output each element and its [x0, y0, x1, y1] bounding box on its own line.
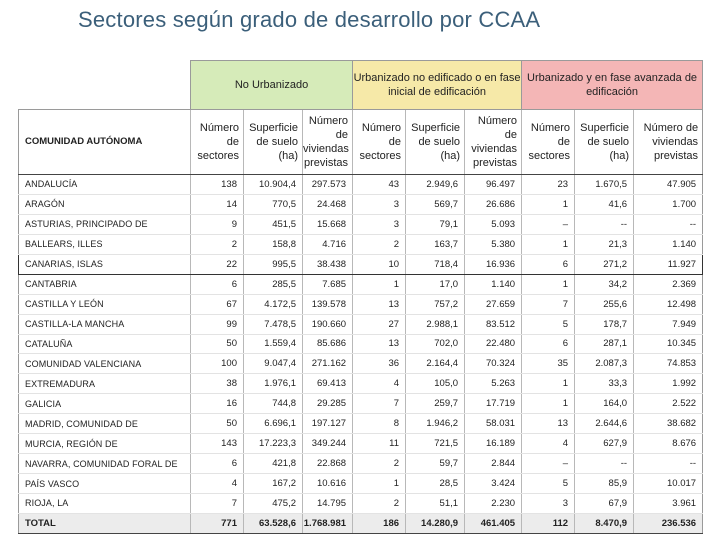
table-cell: 28,5: [406, 474, 465, 494]
column-header: Número de sectores: [522, 110, 575, 175]
table-cell: 14: [191, 194, 244, 214]
column-header: Número de sectores: [353, 110, 406, 175]
group-no-urbanizado: No Urbanizado: [191, 61, 353, 110]
table-cell: 23: [522, 175, 575, 195]
row-name-cell: CATALUÑA: [19, 334, 191, 354]
table-cell: 285,5: [244, 274, 303, 294]
table-cell: 3: [522, 494, 575, 514]
table-cell: 6.696,1: [244, 414, 303, 434]
table-row: [19, 334, 703, 354]
row-name-cell: RIOJA, LA: [19, 494, 191, 514]
table-cell: 1: [522, 194, 575, 214]
table-cell: 1: [522, 374, 575, 394]
table-cell: 143: [191, 434, 244, 454]
column-header: Número de viviendas previstas: [465, 110, 522, 175]
table-row: [19, 274, 703, 294]
table-row: [19, 175, 703, 195]
table-cell: 2.644,6: [575, 414, 634, 434]
table-cell: 1.992: [634, 374, 703, 394]
table-cell: 2: [353, 494, 406, 514]
table-cell: 11.927: [634, 254, 703, 274]
table-cell: 190.660: [303, 314, 353, 334]
total-cell: 63.528,6: [244, 513, 303, 533]
table-row: [19, 394, 703, 414]
table-cell: 9.047,4: [244, 354, 303, 374]
table-cell: 164,0: [575, 394, 634, 414]
table-cell: 744,8: [244, 394, 303, 414]
table-cell: 2: [191, 234, 244, 254]
table-row: [19, 354, 703, 374]
table-cell: 7: [191, 494, 244, 514]
table-cell: 22.868: [303, 454, 353, 474]
sectores-table: [18, 60, 703, 534]
table-cell: 99: [191, 314, 244, 334]
group-header-row: [19, 61, 703, 110]
table-cell: 7: [522, 294, 575, 314]
row-name-cell: GALICIA: [19, 394, 191, 414]
table-cell: 3.424: [465, 474, 522, 494]
table-cell: 10.017: [634, 474, 703, 494]
table-cell: 475,2: [244, 494, 303, 514]
table-cell: 5: [522, 314, 575, 334]
row-name-cell: MURCIA, REGIÓN DE: [19, 434, 191, 454]
table-cell: 9: [191, 214, 244, 234]
table-cell: 67,9: [575, 494, 634, 514]
table-cell: 29.285: [303, 394, 353, 414]
table-cell: 22.480: [465, 334, 522, 354]
table-cell: 17,0: [406, 274, 465, 294]
table-cell: 58.031: [465, 414, 522, 434]
table-cell: 1.140: [465, 274, 522, 294]
table-cell: 67: [191, 294, 244, 314]
table-cell: 421,8: [244, 454, 303, 474]
group-urbanizado-inicial: Urbanizado no edificado o en fase inicial de edificación: [353, 61, 522, 110]
table-cell: 10.616: [303, 474, 353, 494]
row-name-cell: PAÍS VASCO: [19, 474, 191, 494]
table-cell: 50: [191, 414, 244, 434]
table-cell: 12.498: [634, 294, 703, 314]
total-cell: 236.536: [634, 513, 703, 533]
table-cell: 69.413: [303, 374, 353, 394]
table-cell: 2.230: [465, 494, 522, 514]
table-cell: 5.263: [465, 374, 522, 394]
table-row: [19, 194, 703, 214]
table-cell: 271,2: [575, 254, 634, 274]
table-cell: 13: [353, 294, 406, 314]
total-row: [19, 513, 703, 533]
table-cell: 2.164,4: [406, 354, 465, 374]
row-name-cell: ASTURIAS, PRINCIPADO DE: [19, 214, 191, 234]
table-cell: 1: [522, 274, 575, 294]
table-cell: 5.093: [465, 214, 522, 234]
table-cell: 167,2: [244, 474, 303, 494]
table-cell: 10: [353, 254, 406, 274]
table-cell: 38: [191, 374, 244, 394]
table-cell: 38.438: [303, 254, 353, 274]
table-cell: 3: [353, 194, 406, 214]
table-cell: 2.844: [465, 454, 522, 474]
table-cell: --: [634, 214, 703, 234]
row-name-cell: EXTREMADURA: [19, 374, 191, 394]
table-cell: 11: [353, 434, 406, 454]
column-header: Número de sectores: [191, 110, 244, 175]
column-header-comunidad: COMUNIDAD AUTÓNOMA: [19, 110, 191, 175]
row-name-cell: ARAGÓN: [19, 194, 191, 214]
table-cell: 105,0: [406, 374, 465, 394]
table-cell: 7: [353, 394, 406, 414]
table-cell: 24.468: [303, 194, 353, 214]
table-cell: 4: [522, 434, 575, 454]
table-cell: 74.853: [634, 354, 703, 374]
row-name-cell: CANTABRIA: [19, 274, 191, 294]
table-cell: 83.512: [465, 314, 522, 334]
table-cell: 79,1: [406, 214, 465, 234]
total-cell: 186: [353, 513, 406, 533]
table-cell: 17.719: [465, 394, 522, 414]
table-cell: 27: [353, 314, 406, 334]
table-cell: 297.573: [303, 175, 353, 195]
table-cell: 1.140: [634, 234, 703, 254]
table-cell: 3.961: [634, 494, 703, 514]
table-cell: 2.988,1: [406, 314, 465, 334]
total-label: TOTAL: [19, 513, 191, 533]
row-name-cell: CANARIAS, ISLAS: [19, 254, 191, 274]
total-cell: 1.768.981: [303, 513, 353, 533]
table-cell: 16.936: [465, 254, 522, 274]
table-cell: 1.559,4: [244, 334, 303, 354]
row-name-cell: BALLEARS, ILLES: [19, 234, 191, 254]
table-cell: 7.685: [303, 274, 353, 294]
total-cell: 771: [191, 513, 244, 533]
table-cell: 34,2: [575, 274, 634, 294]
table-cell: 35: [522, 354, 575, 374]
table-cell: 16: [191, 394, 244, 414]
table-cell: 6: [191, 454, 244, 474]
table-cell: 4.172,5: [244, 294, 303, 314]
table-cell: 8.676: [634, 434, 703, 454]
table-cell: 41,6: [575, 194, 634, 214]
row-name-cell: MADRID, COMUNIDAD DE: [19, 414, 191, 434]
total-cell: 461.405: [465, 513, 522, 533]
table-row: [19, 294, 703, 314]
table-cell: 17.223,3: [244, 434, 303, 454]
table-row: [19, 214, 703, 234]
table-cell: 13: [522, 414, 575, 434]
row-name-cell: CASTILLA-LA MANCHA: [19, 314, 191, 334]
table-cell: --: [575, 214, 634, 234]
table-cell: 178,7: [575, 314, 634, 334]
total-cell: 112: [522, 513, 575, 533]
table-cell: 1: [522, 394, 575, 414]
page-title: Sectores según grado de desarrollo por CCAA: [78, 7, 541, 32]
table-cell: 5.380: [465, 234, 522, 254]
column-header: Superficie de suelo (ha): [244, 110, 303, 175]
total-cell: 8.470,9: [575, 513, 634, 533]
table-cell: 627,9: [575, 434, 634, 454]
table-cell: 1: [522, 234, 575, 254]
table-cell: 50: [191, 334, 244, 354]
table-row: [19, 454, 703, 474]
table-cell: 21,3: [575, 234, 634, 254]
column-header: Número de viviendas previstas: [634, 110, 703, 175]
table-row: [19, 414, 703, 434]
table-cell: 569,7: [406, 194, 465, 214]
table-cell: 6: [522, 334, 575, 354]
table-cell: 51,1: [406, 494, 465, 514]
table-cell: 36: [353, 354, 406, 374]
table-cell: --: [575, 454, 634, 474]
table-cell: 2.949,6: [406, 175, 465, 195]
table-cell: 139.578: [303, 294, 353, 314]
column-header: Superficie de suelo (ha): [406, 110, 465, 175]
table-cell: 287,1: [575, 334, 634, 354]
table-cell: 255,6: [575, 294, 634, 314]
table-cell: 47.905: [634, 175, 703, 195]
table-cell: 100: [191, 354, 244, 374]
table-row: [19, 234, 703, 254]
table-cell: 1: [353, 474, 406, 494]
table-cell: 96.497: [465, 175, 522, 195]
table-cell: –: [522, 454, 575, 474]
table-cell: 26.686: [465, 194, 522, 214]
table-cell: 16.189: [465, 434, 522, 454]
table-row: [19, 494, 703, 514]
total-cell: 14.280,9: [406, 513, 465, 533]
table-cell: 1.976,1: [244, 374, 303, 394]
table-cell: 2.522: [634, 394, 703, 414]
column-header: Superficie de suelo (ha): [575, 110, 634, 175]
table-cell: 59,7: [406, 454, 465, 474]
table-cell: 33,3: [575, 374, 634, 394]
table-row: [19, 474, 703, 494]
table-cell: 138: [191, 175, 244, 195]
row-name-cell: ANDALUCÍA: [19, 175, 191, 195]
table-cell: 4: [353, 374, 406, 394]
table-cell: 4.716: [303, 234, 353, 254]
table-cell: 757,2: [406, 294, 465, 314]
table-cell: 995,5: [244, 254, 303, 274]
table-cell: 43: [353, 175, 406, 195]
table-cell: 1.670,5: [575, 175, 634, 195]
table-cell: 22: [191, 254, 244, 274]
table-cell: 271.162: [303, 354, 353, 374]
table-cell: 2.087,3: [575, 354, 634, 374]
table-cell: 85,9: [575, 474, 634, 494]
table-cell: 6: [191, 274, 244, 294]
table-cell: 14.795: [303, 494, 353, 514]
table-row: [19, 374, 703, 394]
column-header: Número de viviendas previstas: [303, 110, 353, 175]
table-cell: 2: [353, 454, 406, 474]
table-cell: 70.324: [465, 354, 522, 374]
table-cell: 1.946,2: [406, 414, 465, 434]
table-cell: 349.244: [303, 434, 353, 454]
table-cell: 7.478,5: [244, 314, 303, 334]
table-body: [19, 175, 703, 534]
table-cell: --: [634, 454, 703, 474]
table-cell: 8: [353, 414, 406, 434]
group-urbanizado-avanzado: Urbanizado y en fase avanzada de edificación: [522, 61, 703, 110]
table-cell: 10.345: [634, 334, 703, 354]
table-cell: 3: [353, 214, 406, 234]
table-cell: 158,8: [244, 234, 303, 254]
row-name-cell: CASTILLA Y LEÓN: [19, 294, 191, 314]
table-cell: 7.949: [634, 314, 703, 334]
table-row: [19, 254, 703, 274]
table-cell: 4: [191, 474, 244, 494]
group-header-empty: [19, 61, 191, 110]
table-cell: 718,4: [406, 254, 465, 274]
table-cell: 1.700: [634, 194, 703, 214]
row-name-cell: NAVARRA, COMUNIDAD FORAL DE: [19, 454, 191, 474]
table-cell: 1: [353, 274, 406, 294]
table-row: [19, 434, 703, 454]
table-cell: 13: [353, 334, 406, 354]
table-cell: 38.682: [634, 414, 703, 434]
row-name-cell: COMUNIDAD VALENCIANA: [19, 354, 191, 374]
table-cell: 702,0: [406, 334, 465, 354]
table-cell: 451,5: [244, 214, 303, 234]
table-cell: 6: [522, 254, 575, 274]
table-cell: –: [522, 214, 575, 234]
column-header-row: [19, 110, 703, 175]
table-cell: 770,5: [244, 194, 303, 214]
table-cell: 27.659: [465, 294, 522, 314]
table-cell: 2.369: [634, 274, 703, 294]
table-cell: 15.668: [303, 214, 353, 234]
table-row: [19, 314, 703, 334]
table-cell: 5: [522, 474, 575, 494]
table-cell: 197.127: [303, 414, 353, 434]
table-cell: 85.686: [303, 334, 353, 354]
table-cell: 2: [353, 234, 406, 254]
table-cell: 259,7: [406, 394, 465, 414]
table-cell: 721,5: [406, 434, 465, 454]
table-cell: 10.904,4: [244, 175, 303, 195]
table-cell: 163,7: [406, 234, 465, 254]
